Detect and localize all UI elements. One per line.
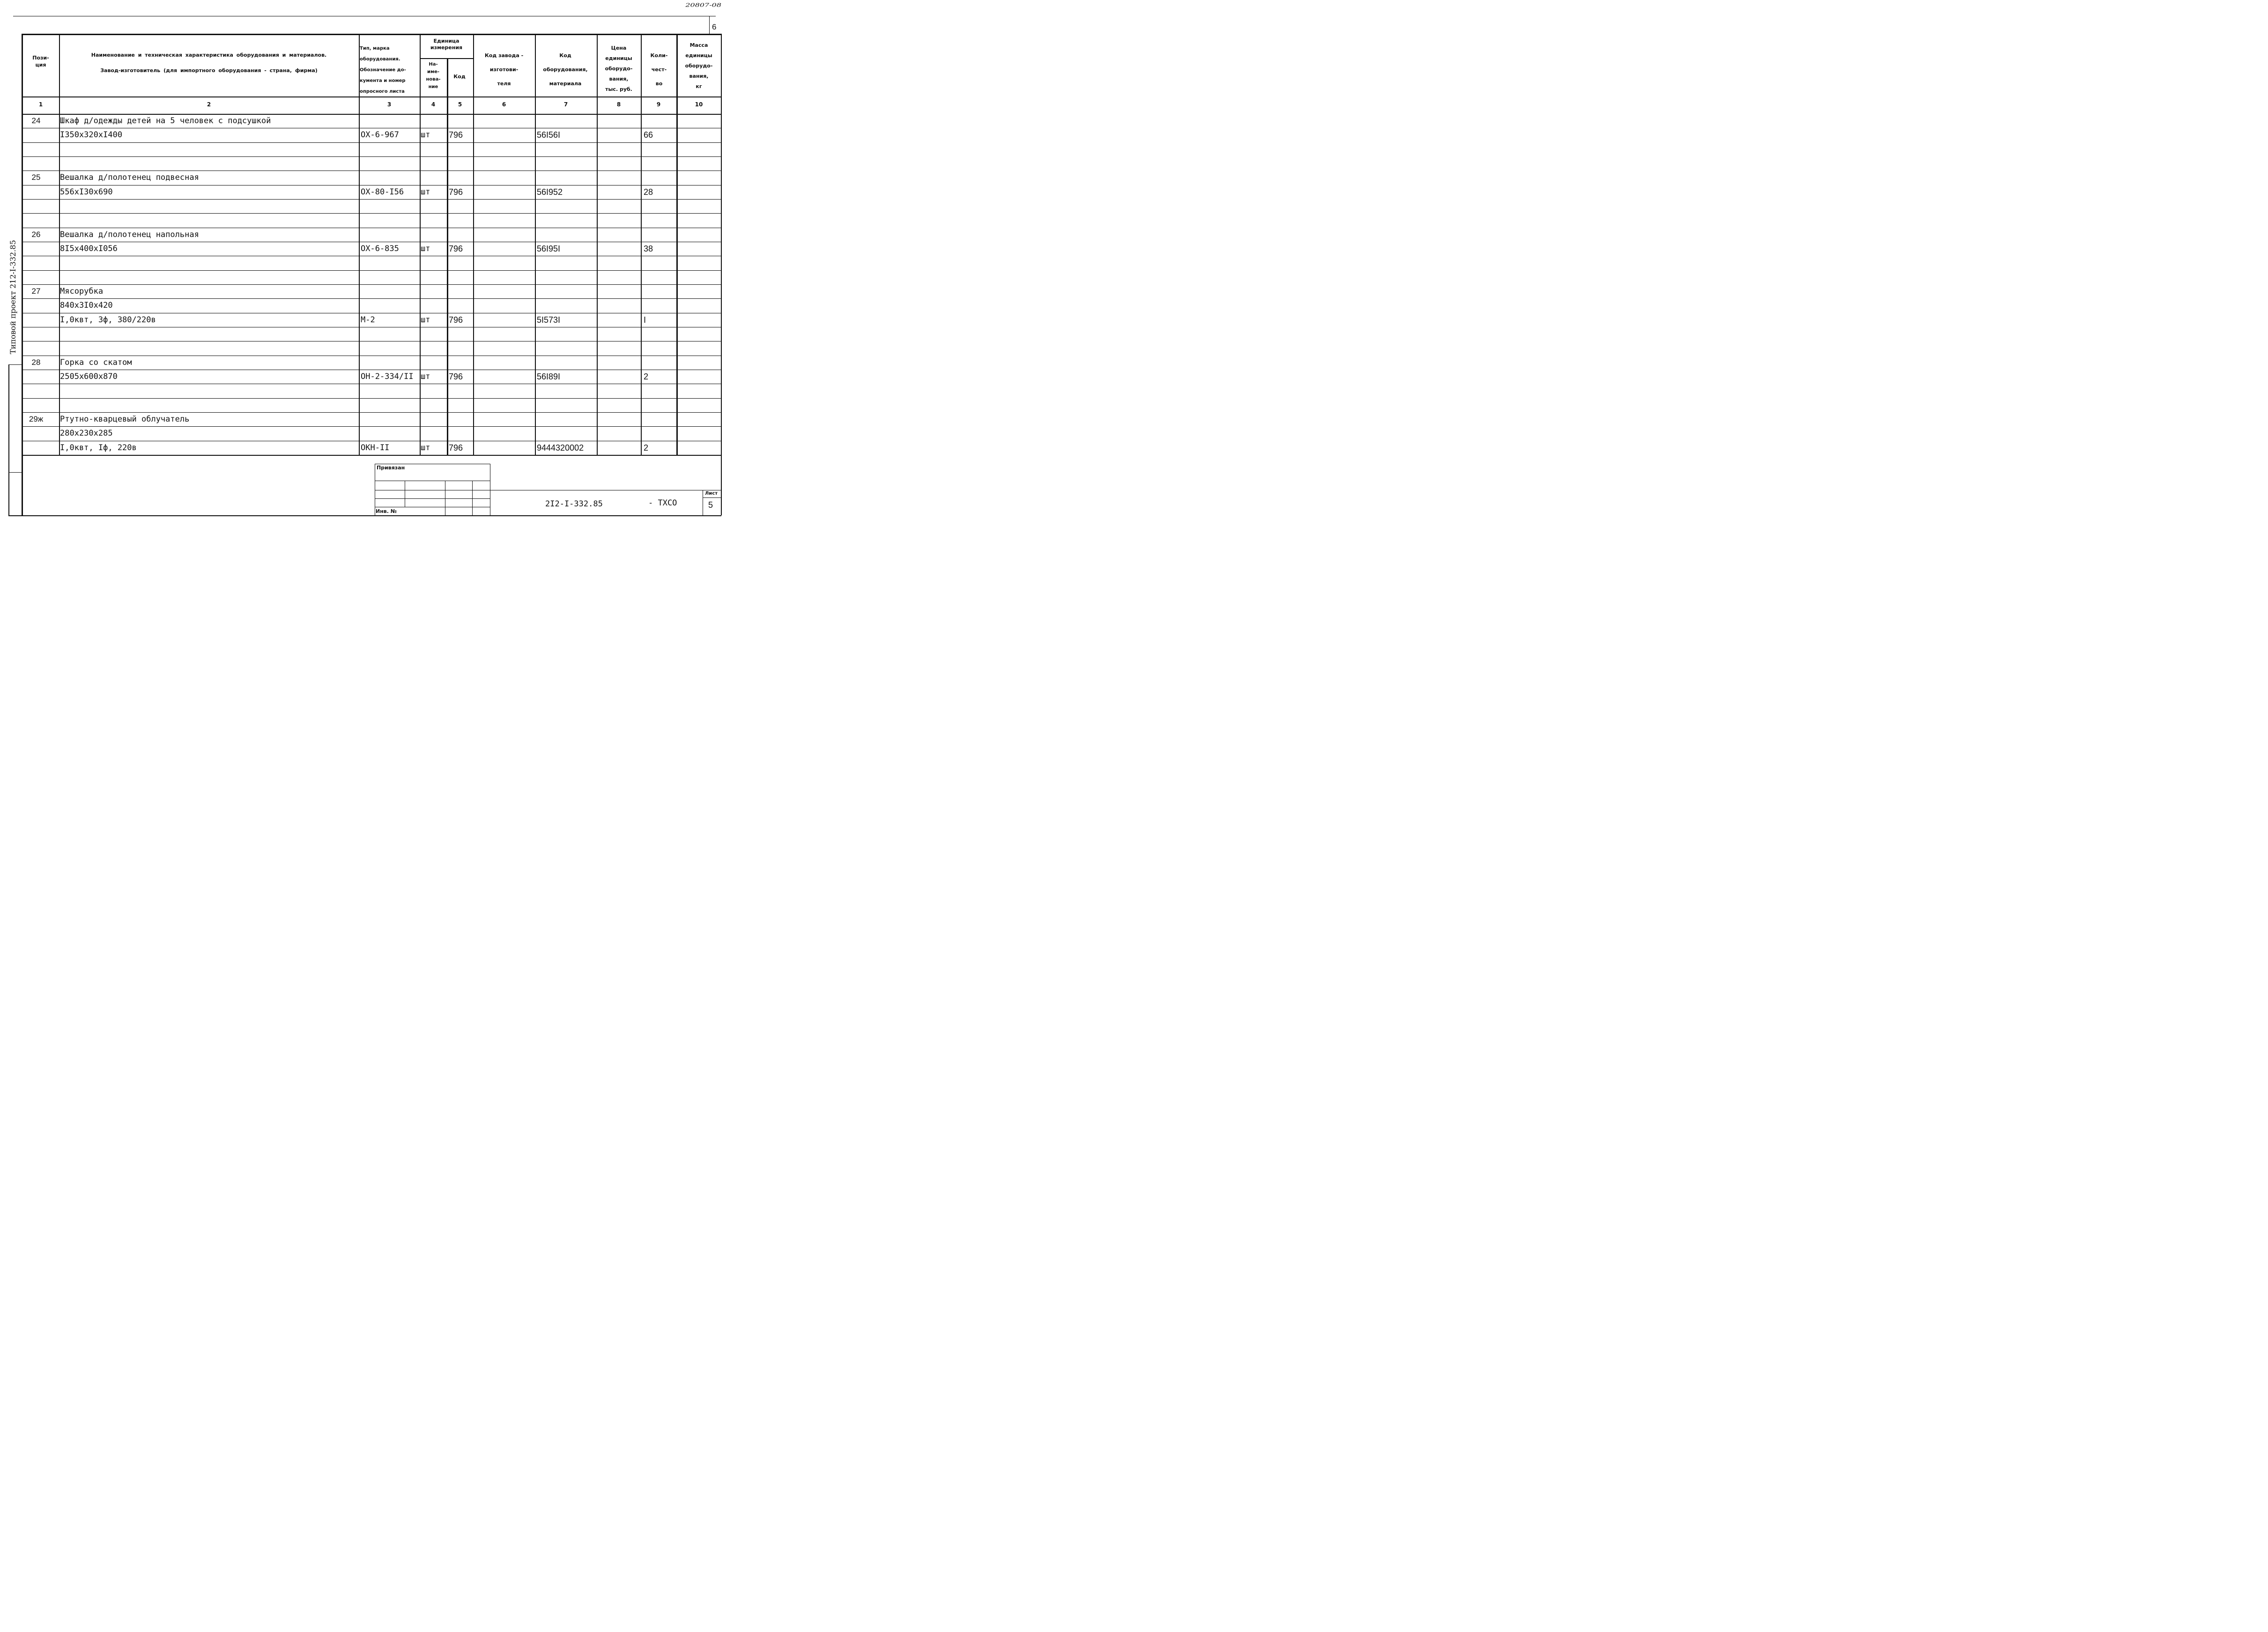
header-unit-code: Код [453,74,466,80]
row-unit: шт [421,443,430,453]
row-position: 27 [31,287,41,296]
header-quantity: Коли- чест- во [650,52,668,87]
row-name: 840x3I0x420 [60,301,113,310]
row-name: I350x320xI400 [60,130,123,140]
row-quantity: 38 [644,244,653,253]
row-name: Шкаф д/одежды детей на 5 человек с подсушкой [60,116,271,126]
header-type: Тип, марка оборудования. Обозначение до- кумента и номер опросного листа [360,46,406,94]
row-type: ОХ-6-835 [361,244,399,253]
stamp-inventory-label: Инв. № [376,508,397,514]
row-name: Ртутно-кварцевый облучатель [60,415,190,424]
row-position: 28 [31,358,41,367]
column-number: 10 [695,101,703,108]
row-type: ОКН-II [361,443,390,453]
row-unit: шт [421,372,430,381]
row-name: 556xI30x690 [60,187,113,197]
row-name: I,0квт, Iф, 220в [60,443,137,453]
sheet-corner-number: 6 [712,22,717,31]
row-quantity: I [644,315,646,325]
header-unit-group: Единица измерения [430,38,463,51]
header-plant-code: Код завода - изготови- теля [484,52,524,87]
row-unit: шт [421,130,430,140]
column-number: 5 [458,101,462,108]
row-name: Мясорубка [60,287,104,296]
left-strip-sep1 [8,364,22,365]
corner-box-line [709,16,710,34]
row-name: 280x230x285 [60,429,113,438]
row-equipment-code: 56I952 [537,187,563,197]
row-unit: шт [421,315,430,325]
row-equipment-code: 56I95I [537,244,561,253]
row-unit-code: 796 [449,372,463,381]
row-unit-code: 796 [449,443,463,453]
header-position: Пози- ция [32,55,49,68]
row-unit: шт [421,244,430,253]
row-unit-code: 796 [449,187,463,197]
top-right-code: 20807-08 [685,2,721,8]
header-unit-name: На- име- нова- ние [426,62,441,89]
row-type: ОХ-80-I56 [361,187,404,197]
row-quantity: 2 [644,372,649,381]
document-suffix: - ТХСО [648,498,677,508]
row-type: ОН-2-334/II [361,372,414,381]
row-name: I,0квт, 3ф, 380/220в [60,315,156,325]
row-name: Вешалка д/полотенец подвесная [60,173,199,182]
row-unit-code: 796 [449,130,463,140]
row-quantity: 28 [644,187,653,197]
row-unit: шт [421,187,430,197]
row-name: Горка со скатом [60,358,132,367]
row-name: 8I5x400xI056 [60,244,118,253]
row-equipment-code: 56I56I [537,130,561,140]
row-type: ОХ-6-967 [361,130,399,140]
column-number: 3 [387,101,392,108]
sheet-label: Лист [705,491,718,496]
side-project-label: Типовой проект 212-I-332.85 [8,240,17,354]
header-name-line2: Завод-изготовитель (для импортного оборудования - страна, фирма) [100,67,318,74]
header-name-line1: Наименование и техническая характеристика оборудования и материалов. [91,52,327,58]
row-position: 24 [31,116,41,125]
column-number: 2 [207,101,211,108]
row-quantity: 2 [644,443,649,453]
header-unit-price: Цена единицы оборудо- вания, тыс. руб. [605,45,633,92]
row-equipment-code: 9444320002 [537,443,584,453]
column-number: 4 [431,101,436,108]
sheet-number: 5 [708,500,713,510]
column-number: 7 [563,101,568,108]
row-position: 26 [31,230,41,239]
row-equipment-code: 5I573I [537,315,561,325]
header-mass: Масса единицы оборудо- вания, кг [685,42,713,89]
row-type: М-2 [361,315,375,325]
row-position: 25 [31,173,41,182]
column-number: 1 [38,101,43,108]
left-strip-sep2 [8,472,22,473]
column-number: 6 [502,101,506,108]
column-number: 8 [616,101,621,108]
row-equipment-code: 56I89I [537,372,561,381]
left-strip-outer [8,364,9,515]
stamp-attached-label: Привязан [377,465,405,471]
row-quantity: 66 [644,130,653,140]
header-equipment-code: Код оборудования, материала [543,52,588,87]
row-name: 2505x600x870 [60,372,118,381]
document-code: 2I2-I-332.85 [545,499,603,509]
row-position: 29ж [29,415,44,423]
row-unit-code: 796 [449,315,463,325]
column-number: 9 [656,101,661,108]
row-name: Вешалка д/полотенец напольная [60,230,199,239]
row-unit-code: 796 [449,244,463,253]
